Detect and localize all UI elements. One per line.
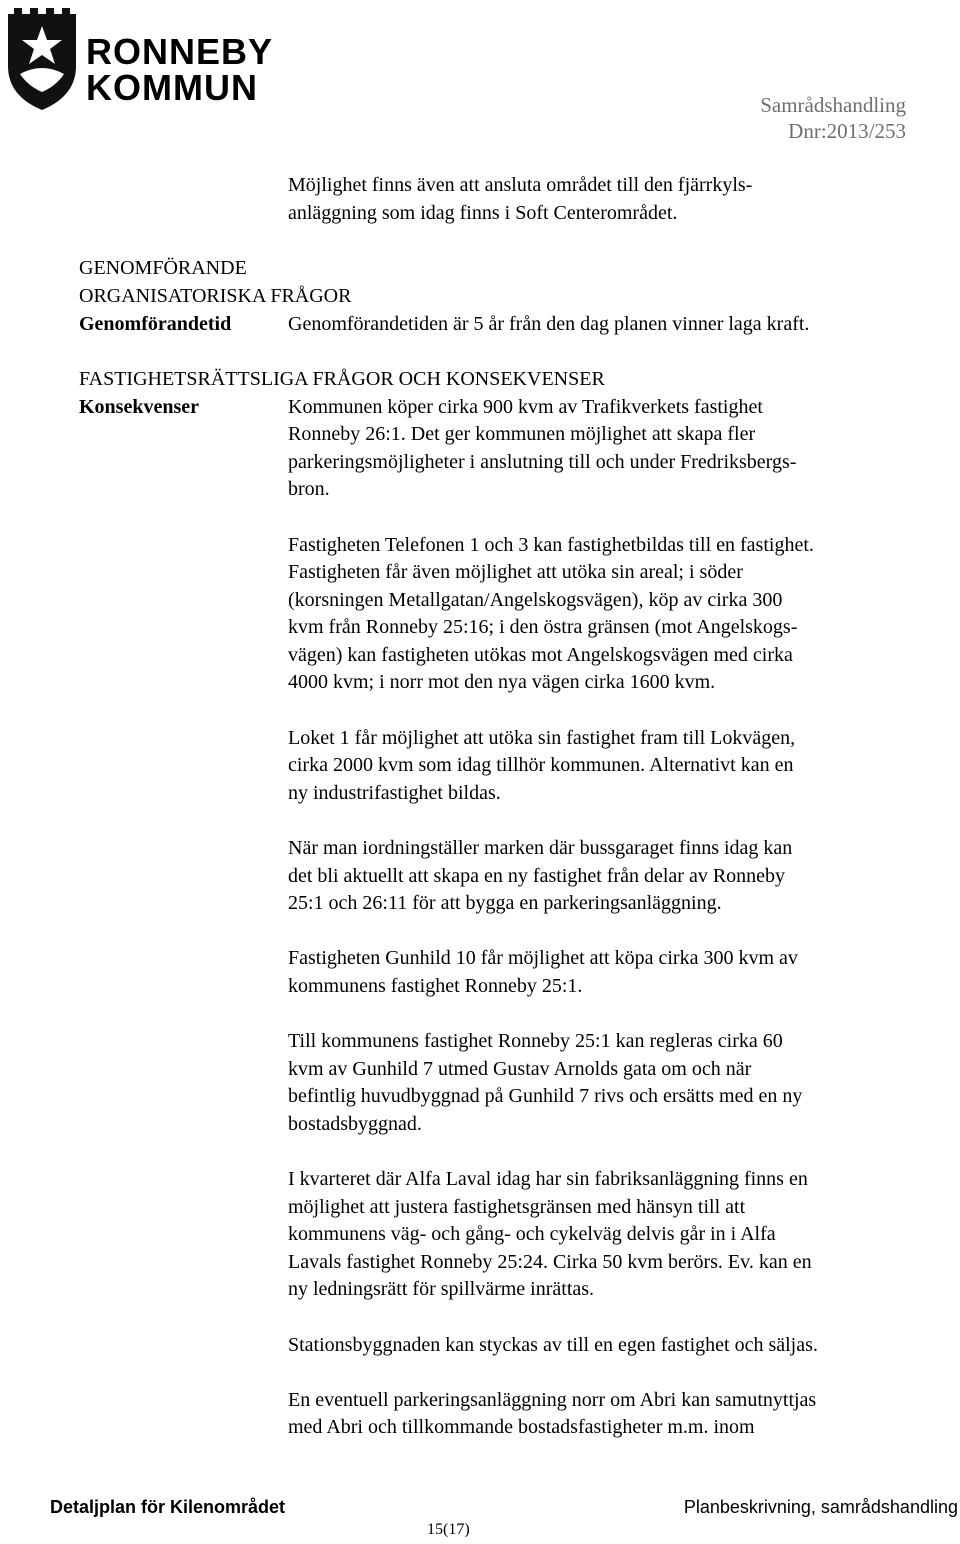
paragraph-line: Fastigheten får även möjlighet att utöka sin areal; i söder <box>288 561 743 583</box>
paragraph-line: Fastigheten Gunhild 10 får möjlighet att köpa cirka 300 kvm av <box>288 947 798 969</box>
paragraph-line: möjlighet att justera fastighetsgränsen med hänsyn till att <box>288 1196 746 1218</box>
ronneby-logo <box>6 4 286 114</box>
section-heading-fastighetsrattsliga: FASTIGHETSRÄTTSLIGA FRÅGOR OCH KONSEKVENSER <box>79 368 605 390</box>
paragraph-line: parkeringsmöjligheter i anslutning till och under Fredriksbergs- <box>288 451 797 473</box>
paragraph-line: bostadsbyggnad. <box>288 1113 422 1135</box>
page-number: 15(17) <box>427 1521 470 1538</box>
section-heading-genomforande: GENOMFÖRANDE <box>79 257 247 279</box>
document-number: Dnr:2013/253 <box>788 119 906 143</box>
logo-line-1: RONNEBY <box>86 31 274 72</box>
paragraph-line: En eventuell parkeringsanläggning norr om Abri kan samutnyttjas <box>288 1389 817 1411</box>
paragraph-line: Kommunen köper cirka 900 kvm av Trafikverkets fastighet <box>288 396 763 418</box>
paragraph-line: Ronneby 26:1. Det ger kommunen möjlighet att skapa fler <box>288 423 756 445</box>
intro-line: anläggning som idag finns i Soft Centerområdet. <box>288 202 678 224</box>
paragraph-line: med Abri och tillkommande bostadsfastigheter m.m. inom <box>288 1416 755 1438</box>
paragraph-line: Loket 1 får möjlighet att utöka sin fastighet fram till Lokvägen, <box>288 727 796 749</box>
paragraph-line: (korsningen Metallgatan/Angelskogsvägen), köp av cirka 300 <box>288 589 783 611</box>
paragraph-line: 4000 kvm; i norr mot den nya vägen cirka 1600 kvm. <box>288 671 716 693</box>
paragraph-line: I kvarteret där Alfa Laval idag har sin fabriksanläggning finns en <box>288 1168 808 1190</box>
paragraph-line: kommunens väg- och gång- och cykelväg delvis går in i Alfa <box>288 1223 776 1245</box>
label-konsekvenser: Konsekvenser <box>79 396 199 418</box>
paragraph-line: befintlig huvudbyggnad på Gunhild 7 rivs och ersätts med en ny <box>288 1085 803 1107</box>
paragraph-line: bron. <box>288 478 330 500</box>
paragraph-line: 25:1 och 26:11 för att bygga en parkeringsanläggning. <box>288 892 722 914</box>
footer-document-type: Planbeskrivning, samrådshandling <box>683 1497 958 1517</box>
shield-icon <box>6 4 78 112</box>
paragraph-line: det bli aktuellt att skapa en ny fastighet från delar av Ronneby <box>288 865 786 887</box>
logo-line-2: KOMMUN <box>86 67 258 108</box>
footer-plan-title: Detaljplan för Kilenområdet <box>50 1497 286 1517</box>
document-type: Samrådshandling <box>760 93 906 117</box>
genomforandetid-text: Genomförandetiden är 5 år från den dag planen vinner laga kraft. <box>288 313 810 335</box>
paragraph-line: ny ledningsrätt för spillvärme inrättas. <box>288 1278 595 1300</box>
paragraph-line: När man iordningställer marken där bussgaraget finns idag kan <box>288 837 793 859</box>
paragraph-line: cirka 2000 kvm som idag tillhör kommunen. Alternativt kan en <box>288 754 794 776</box>
paragraph-line: Fastigheten Telefonen 1 och 3 kan fastighetbildas till en fastighet. <box>288 534 814 556</box>
paragraph-line: vägen) kan fastigheten utökas mot Angelskogsvägen med cirka <box>288 644 793 666</box>
intro-line: Möjlighet finns även att ansluta området till den fjärrkyls- <box>288 174 753 196</box>
paragraph-line: ny industrifastighet bildas. <box>288 782 501 804</box>
section-subheading-organisatoriska: ORGANISATORISKA FRÅGOR <box>79 285 352 307</box>
paragraph-line: kvm från Ronneby 25:16; i den östra gränsen (mot Angelskogs- <box>288 616 798 638</box>
paragraph-line: Stationsbyggnaden kan styckas av till en egen fastighet och säljas. <box>288 1334 818 1356</box>
paragraph-line: Lavals fastighet Ronneby 25:24. Cirka 50 kvm berörs. Ev. kan en <box>288 1251 812 1273</box>
paragraph-line: kvm av Gunhild 7 utmed Gustav Arnolds gata om och när <box>288 1058 752 1080</box>
label-genomforandetid: Genomförandetid <box>79 313 232 335</box>
paragraph-line: Till kommunens fastighet Ronneby 25:1 kan regleras cirka 60 <box>288 1030 783 1052</box>
paragraph-line: kommunens fastighet Ronneby 25:1. <box>288 975 583 997</box>
